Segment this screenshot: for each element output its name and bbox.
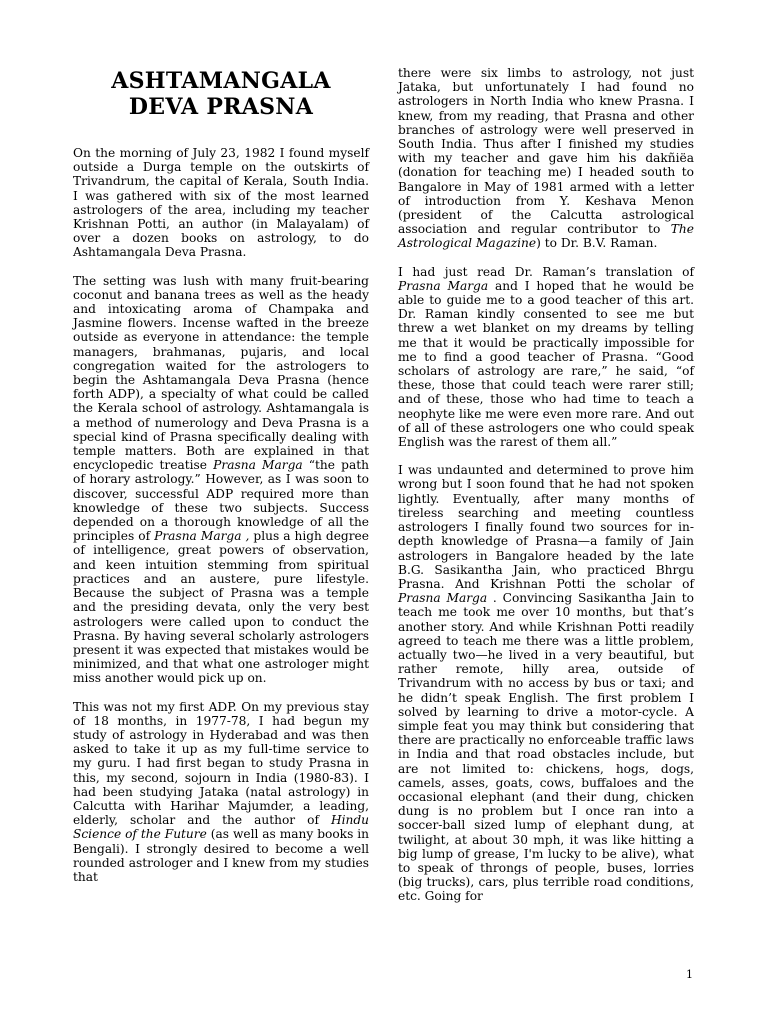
paragraph-intro: On the morning of July 23, 1982 I found myself outside a Durga temple on the outskirts of Trivandrum, the capital of Kerala, South India. I was gathered with six of the most learned astrologers of the area, including my teacher Krishnan Potti, an author (in Malayalam) of over a dozen books on astrology, to do Ashtamangala Deva Prasna. — [73, 146, 369, 260]
magazine-title: The Astrological Magazine — [398, 222, 694, 251]
book-title: Prasna Marga — [398, 278, 489, 293]
left-column — [73, 66, 369, 898]
book-title: Prasna Marga — [213, 458, 303, 473]
book-title: Hindu Science of the Future — [73, 813, 369, 842]
paragraph-first-adp: This was not my first ADP. On my previous stay of 18 months, in 1977-78, I had begun my study of astrology in Hyderabad and was then asked to take it up as my full-time service to my guru. I had first began to study Prasna in this, my second, sojourn in India (1980-83). I had been studying Jataka (natal astrology) in Calcutta with Harihar Majumder, a leading, elderly, scholar and the author of Hindu Science of the Future (as well as many books in Bengali). I strongly desired to become a well rounded astrologer and I knew from my studies that — [73, 699, 369, 884]
right-column — [398, 66, 694, 918]
paragraph-six-limbs: there were six limbs to astrology, not just Jataka, but unfortunately I had found no astrologers in North India who knew Prasna. I knew, from my reading, that Prasna and other branches of astrology were well preserved in South India. Thus after I finished my studies with my teacher and gave him his dakñiëa (donation for teaching me) I headed south to Bangalore in May of 1981 armed with a letter of introduction from Y. Keshava Menon (president of the Calcutta astrological association and regular contributor to The Astrological Magazine) to Dr. B.V. Raman. — [398, 66, 694, 251]
paragraph-undaunted: I was undaunted and determined to prove him wrong but I soon found that he had not spoken lightly. Eventually, after many months of tireless searching and meeting countless astrologers I finally found two sources for in-depth knowledge of Prasna—a family of Jain astrologers in Bangalore headed by the late B.G. Sasikantha Jain, who practiced Bhrgu Prasna. And Krishnan Potti the scholar of Prasna Marga . Convincing Sasikantha Jain to teach me took me over 10 months, but that’s another story. And while Krishnan Potti readily agreed to teach me there was a little problem, actually two—he lived in a very beautiful, but rather remote, hilly area, outside of Trivandrum with no access by bus or taxi; and he didn’t speak English. The first problem I solved by learning to drive a motor-cycle. A simple feat you may think but considering that there are practically no enforceable traffic laws in India and that road obstacles include, but are not limited to: chickens, hogs, dogs, camels, asses, goats, cows, buffaloes and the occasional elephant (and their dung, chicken dung is no problem but I once ran into a soccer-ball sized lump of elephant dung, at twilight, at about 30 mph, it was like hitting a big lump of grease, I'm lucky to be alive), what to speak of throngs of people, buses, lorries (big trucks), cars, plus terrible road conditions, etc. Going for — [398, 463, 694, 904]
book-title: Prasna Marga — [398, 591, 488, 606]
paragraph-dr-raman: I had just read Dr. Raman’s translation of Prasna Marga and I hoped that he would be able to guide me to a good teacher of this art. Dr. Raman kindly consented to see me but threw a wet blanket on my dreams by telling me that it would be practically impossible for me to find a good teacher of Prasna. “Good scholars of astrology are rare,” he said, “of these, those that could teach were rarer still; and of these, those who had time to teach a neophyte like me were even more rare. And out of all of these astrologers one who could speak English was the rarest of them all.” — [398, 264, 694, 450]
book-title: Prasna Marga , — [154, 529, 250, 544]
title-line-2: DEVA PRASNA — [128, 94, 314, 120]
page-title — [73, 66, 369, 120]
page-number: 1 — [686, 968, 693, 981]
title-line-1: ASHTAMANGALA — [111, 68, 331, 94]
paragraph-setting: The setting was lush with many fruit-bearing coconut and banana trees as well as the heady and intoxicating aroma of Champaka and Jasmine flowers. Incense wafted in the breeze outside as everyone in attendance: the temple managers, brahmanas, pujaris, and local congregation waited for the astrologers to begin the Ashtamangala Deva Prasna (hence forth ADP), a specialty of what could be called the Kerala school of astrology. Ashtamangala is a method of numerology and Deva Prasna is a special kind of Prasna specifically dealing with temple matters. Both are explained in that encyclopedic treatise Prasna Marga “the path of horary astrology.” However, as I was soon to discover, successful ADP required more than knowledge of these two subjects. Success depended on a thorough knowledge of all the principles of Prasna Marga , plus a high degree of intelligence, great powers of observation, and keen intuition stemming from spiritual practices and an austere, pure lifestyle. Because the subject of Prasna was a temple and the presiding devata, only the very best astrologers were called upon to conduct the Prasna. By having several scholarly astrologers present it was expected that mistakes would be minimized, and that what one astrologer might miss another would pick up on. — [73, 273, 369, 686]
